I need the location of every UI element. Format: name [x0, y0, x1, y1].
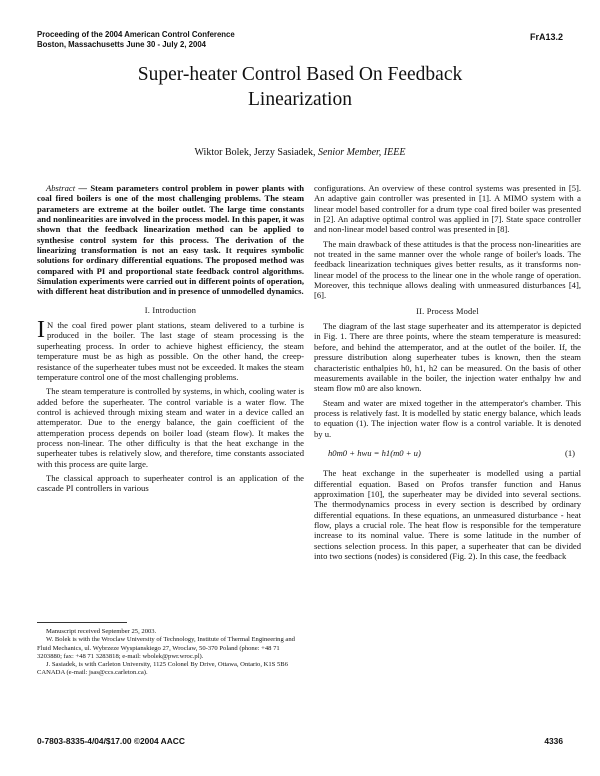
- page-number: 4336: [544, 736, 563, 746]
- abstract: [37, 183, 304, 297]
- conference-line: Proceeding of the 2004 American Control Conference: [37, 30, 235, 39]
- section-heading-process-model: II. Process Model: [416, 306, 479, 316]
- intro-paragraph-4: configurations. An overview of these control systems was presented in [5]. An adaptive gain controller was presented in [1]. A MIMO system with a linear model based controller for a drum type coal fired boiler was presented in [2]. An adaptive optimal control was applied in [7]. State space controller and non-linear model based control was presented in [8].: [314, 183, 581, 235]
- left-column: [37, 183, 304, 494]
- conference-location-line: Boston, Massachusetts June 30 - July 2, 2004: [37, 40, 206, 49]
- paper-title: [0, 62, 600, 112]
- intro-paragraph-1-text: N the coal fired power plant stations, steam delivered to a turbine is produced in the boiler. The last stage of steam processing is the superheating process. In order to achieve highest efficiency, the steam temperature must be as high as possible. On the other hand, the creep-resistance of the superheater tubes must not be exceeded. It makes the steam temperature control one of the most challenging problems.: [37, 320, 304, 382]
- footer-isbn: 0-7803-8335-4/04/$17.00 ©2004 AACC: [37, 736, 185, 746]
- model-paragraph-3: The heat exchange in the superheater is modelled using a partial differential equation. Based on Profos transfer function and Hanus approximation [10], the superheater may be divided into several sections. The thermodynamics process in every section is described by ordinary differential equations. In these equations, an unmeasured disturbance - heat flow, plays a crucial role. The heat flow is responsible for the temperature increase to its nominal value. There is some latitude in the number of sections selection process. In this paper, a superheater that can be divided into two sections (nodes) is considered (Fig. 2). In this case, the feedback: [314, 468, 581, 561]
- intro-paragraph-5: The main drawback of these attitudes is that the process non-linearities are not treated in the same manner over the whole range of boiler's loads. The feedback linearization techniques gives better results, as it transforms non-linear model of the process to the linear one in the whole range of operation. Moreover, this technique allows dealing with unmeasured disturbances [4], [6].: [314, 238, 581, 301]
- intro-paragraph-2: The steam temperature is controlled by systems, in which, cooling water is added before the superheater. The control variable is a water flow. The control is achieved through mixing steam and water in a device called an attemperator. Due to the energy balance, the gain coefficient of the attemperation process depends on boiler load (steam flow). It makes the process non-linear. The other difficulty is that the heat exchange in the superheater tubes is relatively slow, and therefore, time constants associated with this process are quite large.: [37, 386, 304, 469]
- author-membership: Senior Member, IEEE: [317, 147, 406, 158]
- equation-body: h0m0 + hwu = h1(m0 + u): [328, 447, 421, 458]
- section-heading-introduction: I. Introduction: [144, 305, 197, 315]
- right-column: [314, 183, 581, 561]
- drop-cap: I: [37, 317, 45, 344]
- conference-header: [37, 30, 235, 50]
- footnote-rule: [37, 622, 127, 623]
- footnote-received: Manuscript received September 25, 2003.: [46, 628, 157, 635]
- author-line: [0, 147, 600, 158]
- footnote-author-1: W. Bolek is with the Wroclaw University of Technology, Institute of Thermal Engineering and Fluid Mechanics, ul. Wybrzeze Wyspianskiego 27, Wroclaw, 50-370 Poland (phone: +48 71 3203880; fax: +48 71 3283818; e-mail: wbolek@pwr.wroc.pl).: [37, 636, 295, 660]
- intro-paragraph-3: The classical approach to superheater control is an application of the cascade PI controllers in various: [37, 472, 304, 494]
- title-line-1: Super-heater Control Based On Feedback: [137, 64, 463, 85]
- abstract-text: — Steam parameters control problem in power plants with coal fired boilers is one of the most challenging problems. The steam parameters are extreme at the boiler outlet. The large time constants and nonlinearities are involved in the process model. In this paper, it was shown that the feedback linearization method can be applied to synthesise control system for this process. The derivation of the linearizing transformation is not an easy task. It requires symbolic solutions for ordinary differential equations. The proposed method was compared with PI and proportional state feedback control algorithms. Simulation experiments were carried out in different points of operation, with different heat distribution and in presence of unmodelled dynamics.: [37, 183, 304, 297]
- equation-1: [314, 448, 581, 458]
- author-names: Wiktor Bolek, Jerzy Sasiadek,: [194, 147, 318, 158]
- model-paragraph-2: Steam and water are mixed together in the attemperator's chamber. This process is relatively fast. It is modelled by static energy balance, which leads to equation (1). The injection water flow is a control variable. It is denoted by u.: [314, 397, 581, 439]
- intro-paragraph-1: [37, 317, 304, 382]
- equation-number: (1): [564, 447, 575, 458]
- paper-code: FrA13.2: [529, 32, 563, 42]
- footnotes: [37, 628, 304, 678]
- abstract-label: Abstract: [46, 183, 76, 193]
- model-paragraph-1: The diagram of the last stage superheater and its attemperator is depicted in Fig. 1. There are three points, where the steam temperature is measured: before, and behind the attemperator, and at the outlet of the boiler. If, the pressure distribution along superheater tubes is known, then the steam characteristic enthalpies h0, h1, h2 can be measured. On the basis of other measurements available in the boiler, the injection water enthalpy hw and steam flow m0 are also known.: [314, 321, 581, 394]
- footnote-author-2: J. Sasiadek, is with Carleton University, 1125 Colonel By Drive, Ottawa, Ontario, K1S 5B6 CANADA (e-mail: jsas@ccs.carleton.ca).: [37, 661, 288, 677]
- title-line-2: Linearization: [248, 89, 352, 110]
